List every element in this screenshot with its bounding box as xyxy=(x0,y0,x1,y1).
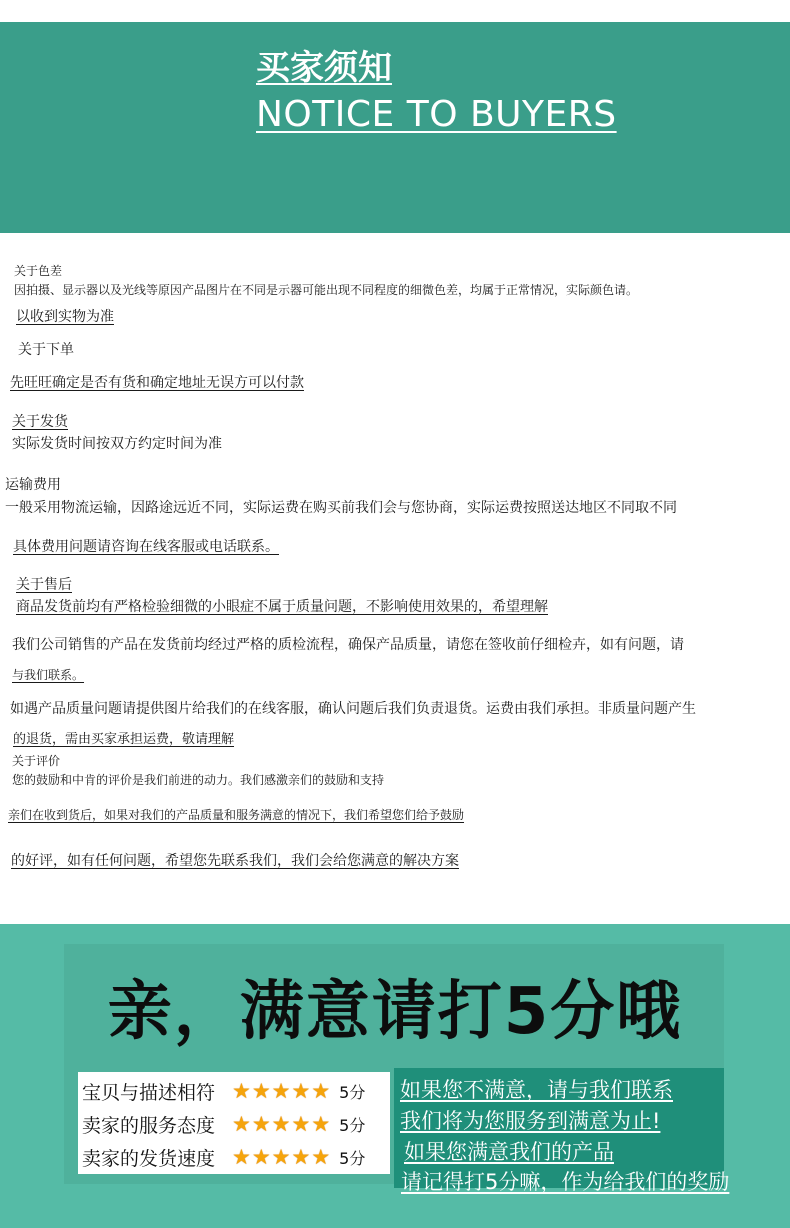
star-icon: ★ xyxy=(271,1111,291,1136)
notice-text: 实际发货时间按双方约定时间为准 xyxy=(12,436,222,452)
section-heading-after-sales: 关于售后 xyxy=(16,577,72,593)
rating-slogan: 亲，满意请打5分哦 xyxy=(107,975,683,1049)
rating-box xyxy=(78,1072,390,1174)
notice-text: 商品发货前均有严格检验细微的小眼症不属于质量问题，不影响使用效果的，希望理解 xyxy=(16,599,548,615)
message-line: 我们将为您服务到满意为止! xyxy=(400,1109,661,1133)
notice-text: 我们公司销售的产品在发货前均经过严格的质检流程，确保产品质量，请您在签收前仔细检卉，如有问题，请 xyxy=(12,637,684,653)
star-icon: ★ xyxy=(251,1144,271,1169)
rating-label: 宝贝与描述相符 xyxy=(82,1081,216,1104)
notice-text: 您的鼓励和中肯的评价是我们前进的动力。我们感激亲们的鼓励和支持 xyxy=(12,773,385,787)
section-heading-reviews: 关于评价 xyxy=(12,754,61,768)
notice-text: 的好评，如有任何问题，希望您先联系我们，我们会给您满意的解决方案 xyxy=(11,853,459,869)
notice-section xyxy=(0,240,790,920)
star-icon: ★ xyxy=(232,1144,251,1169)
rating-score: 5分 xyxy=(339,1148,366,1168)
title-chinese: 买家须知 xyxy=(256,48,392,88)
star-icon: ★ xyxy=(311,1144,331,1169)
star-rating xyxy=(232,1078,331,1103)
title-english: NOTICE TO BUYERS xyxy=(256,94,617,135)
rating-row-service xyxy=(82,1108,365,1140)
header-banner xyxy=(0,0,790,233)
star-rating xyxy=(232,1144,331,1169)
notice-text: 如遇产品质量问题请提供图片给我们的在线客服，确认问题后我们负责退货。运费由我们承担。非质量问题产生 xyxy=(10,701,696,717)
notice-text: 因拍摄、显示器以及光线等原因产品图片在不同是示器可能出现不同程度的细微色差，均属于正常情况，实际颜色请。 xyxy=(14,283,639,297)
message-line: 如果您不满意，请与我们联系 xyxy=(400,1078,673,1102)
rating-score: 5分 xyxy=(339,1082,366,1102)
rating-label: 卖家的发货速度 xyxy=(82,1147,216,1170)
star-icon: ★ xyxy=(251,1111,271,1136)
rating-banner xyxy=(0,924,790,1228)
message-line: 请记得打5分嘛，作为给我们的奖励 xyxy=(401,1170,730,1194)
section-heading-color-difference: 关于色差 xyxy=(14,264,63,278)
notice-text: 与我们联系。 xyxy=(12,668,85,682)
star-icon: ★ xyxy=(311,1078,331,1103)
message-line: 如果您满意我们的产品 xyxy=(404,1140,614,1164)
notice-text: 一般采用物流运输，因路途远近不同，实际运费在购买前我们会与您协商，实际运费按照送达地区不同取不同 xyxy=(5,500,677,516)
rating-score: 5分 xyxy=(339,1115,366,1135)
star-icon: ★ xyxy=(271,1144,291,1169)
rating-label: 卖家的服务态度 xyxy=(82,1114,216,1137)
star-icon: ★ xyxy=(291,1078,311,1103)
notice-text: 的退货，需由买家承担运费，敬请理解 xyxy=(13,732,235,747)
section-heading-shipping: 关于发货 xyxy=(12,414,68,430)
star-icon: ★ xyxy=(251,1078,271,1103)
notice-text: 亲们在收到货后，如果对我们的产品质量和服务满意的情况下，我们希望您们给予鼓励 xyxy=(8,808,465,822)
star-icon: ★ xyxy=(232,1111,251,1136)
notice-text: 先旺旺确定是否有货和确定地址无误方可以付款 xyxy=(10,375,304,391)
notice-text: 以收到实物为准 xyxy=(16,309,114,325)
star-rating xyxy=(232,1111,331,1136)
star-icon: ★ xyxy=(311,1111,331,1136)
rating-row-description xyxy=(82,1075,365,1107)
section-heading-ordering: 关于下单 xyxy=(18,342,74,358)
star-icon: ★ xyxy=(232,1078,251,1103)
rating-row-delivery xyxy=(82,1141,365,1173)
star-icon: ★ xyxy=(271,1078,291,1103)
section-heading-freight: 运输费用 xyxy=(5,477,61,493)
star-icon: ★ xyxy=(291,1111,311,1136)
star-icon: ★ xyxy=(291,1144,311,1169)
notice-text: 具体费用问题请咨询在线客服或电话联系。 xyxy=(13,539,279,555)
